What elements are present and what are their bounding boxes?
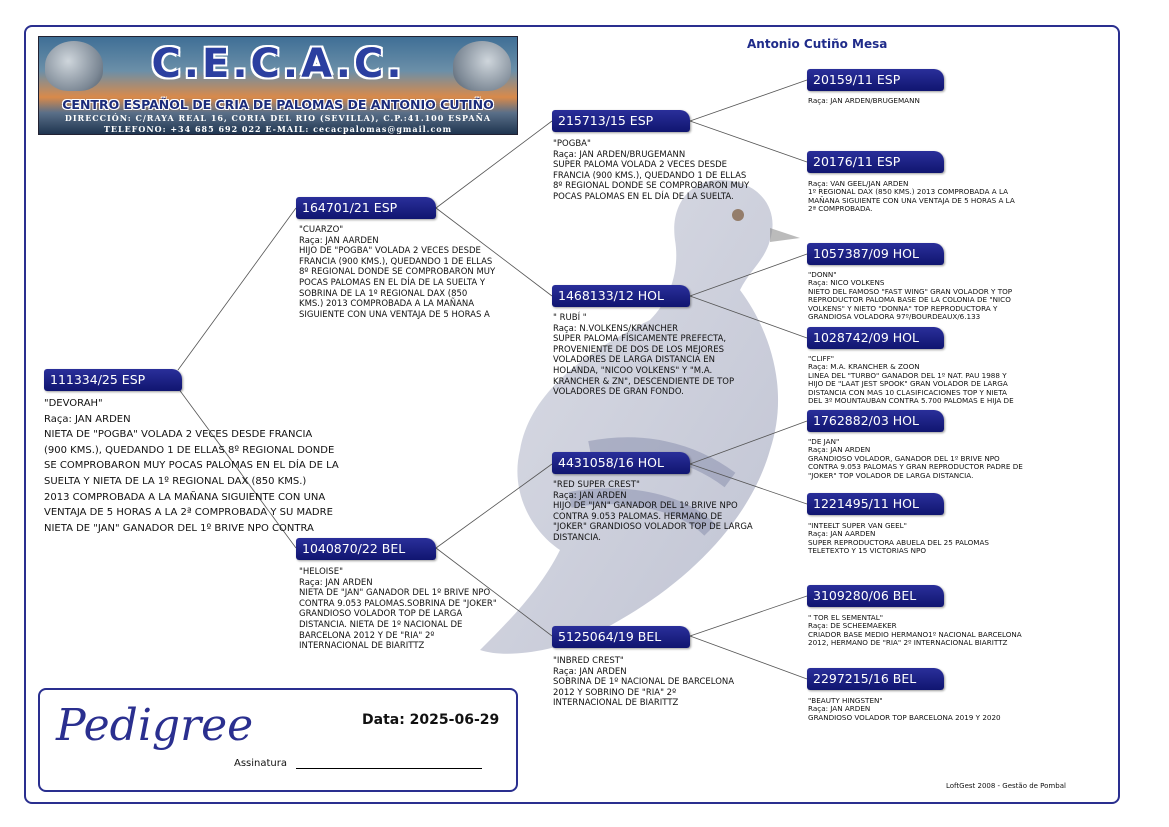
description-line: VENTAJA DE 5 HORAS A LA 2ª COMPROBADA Y SU MADRE: [44, 507, 333, 519]
description-line: Raça: JAN AARDEN: [808, 529, 876, 539]
banner-contact: TELEFONO: +34 685 692 022 E-MAIL: cecacpalomas@gmail.com: [103, 124, 453, 134]
description-line: Raça: JAN ARDEN: [44, 413, 131, 425]
description-line: CONTRA 9.053 PALOMAS.SOBRINA DE "JOKER": [299, 598, 497, 609]
description-line: CRIADOR BASE MEDIO HERMANO1º NACIONAL BARCELONA: [808, 629, 1022, 639]
description-line: DISTANCIA CON MAS 10 CLASIFICACIONES TOP Y NIETA: [808, 387, 1007, 397]
dam-ring[interactable]: 1040870/22 BEL: [296, 538, 436, 560]
description-line: VOLKENS" Y NIETO "DONNA" TOP REPRODUCTORA Y: [808, 303, 998, 313]
description-line: "JOKER" GRANDIOSO VOLADOR TOP DE LARGA: [553, 522, 753, 533]
description-line: 2ª COMPROBADA.: [808, 204, 873, 214]
description-line: SUELTA Y NIETA DE LA 1º REGIONAL DAX (850 KMS.): [44, 475, 307, 487]
description-line: POCAS PALOMAS EN EL DÍA DE LA SUELTA.: [553, 191, 734, 202]
ggp-2-ring[interactable]: 20176/11 ESP: [807, 151, 944, 173]
description-line: Raça: JAN ARDEN/BRUGEMANN: [808, 96, 920, 105]
description-line: MAÑANA SIGUIENTE CON UNA VENTAJA DE 5 HORAS A LA: [808, 195, 1015, 205]
description-line: NIETA DE "JAN" GANADOR DEL 1º BRIVE NPO: [299, 588, 491, 599]
description-line: 1º REGIONAL DAX (850 KMS.) 2013 COMPROBADA A LA: [808, 187, 1009, 197]
description-line: "JOKER" TOP VOLADOR DE LARGA DISTANCIA.: [808, 470, 974, 480]
description-line: "HELOISE": [299, 567, 343, 577]
date-label: Data: 2025-06-29: [362, 712, 500, 728]
description-line: "RED SUPER CREST": [553, 480, 640, 490]
description-line: SE COMPROBARON MUY POCAS PALOMAS EN EL DÍA DE LA: [44, 460, 339, 472]
dam-description: [299, 567, 497, 652]
description-line: Raça: DE SCHEEMAEKER: [808, 621, 897, 631]
subject-description: [44, 396, 339, 536]
dam-sire-ring[interactable]: 4431058/16 HOL: [552, 452, 690, 474]
pedigree-logo: Pedigree: [56, 700, 254, 751]
description-line: Raça: JAN ARDEN: [808, 445, 871, 455]
ggp-4-ring[interactable]: 1028742/09 HOL: [807, 327, 944, 349]
description-line: SIGUIENTE CON UNA VENTAJA DE 5 HORAS A: [299, 309, 490, 320]
dam-dam-description: [553, 656, 734, 709]
ggp-6-ring[interactable]: 1221495/11 HOL: [807, 493, 944, 515]
description-line: NIETO DEL FAMOSO "FAST WING" GRAN VOLADOR Y TOP: [808, 286, 1013, 296]
description-line: SUPER PALOMA FÍSICAMENTE PREFECTA,: [553, 334, 727, 345]
description-line: GRANDIOSO VOLADOR, GANADOR DEL 1º BRIVE NPO: [808, 453, 1000, 463]
description-line: Raça: JAN AARDEN: [299, 235, 379, 246]
description-line: NIETA DE "POGBA" VOLADA 2 VECES DESDE FRANCIA: [44, 429, 313, 441]
description-line: 8º REGIONAL DONDE SE COMPROBARON MUY: [553, 181, 750, 192]
description-line: SUPER REPRODUCTORA ABUELA DEL 25 PALOMAS: [808, 537, 989, 547]
description-line: FRANCIA (900 KMS.), QUEDANDO 1 DE ELLAS: [299, 256, 493, 267]
description-line: HOLANDA, "NICOO VOLKENS" Y "M.A.: [553, 365, 713, 376]
sire-sire-ring[interactable]: 215713/15 ESP: [552, 110, 690, 132]
banner-subtitle: CENTRO ESPAÑOL DE CRIA DE PALOMAS DE ANTONIO CUTIÑO: [62, 97, 494, 112]
ggp-6-description: [808, 522, 989, 556]
description-line: "POGBA": [553, 139, 591, 149]
description-line: Raça: JAN ARDEN: [553, 490, 627, 501]
ggp-5-description: [808, 438, 1023, 480]
signature-label: Assinatura: [234, 758, 288, 769]
ggp-2-description: [808, 180, 1015, 214]
description-line: NIETA DE "JAN" GANADOR DEL 1º BRIVE NPO CONTRA: [44, 522, 314, 534]
owner-name: Antonio Cutiño Mesa: [747, 37, 888, 51]
description-line: POCAS PALOMAS EN EL DÍA DE LA SUELTA Y: [299, 277, 486, 288]
dam-dam-ring[interactable]: 5125064/19 BEL: [552, 626, 690, 648]
banner-address: DIRECCIÓN: C/RAYA REAL 16, CORIA DEL RIO (SEVILLA), C.P.:41.100 ESPAÑA: [64, 113, 492, 123]
description-line: SUPER PALOMA VOLADA 2 VECES DESDE: [553, 160, 728, 171]
description-line: 2012, HERMANO DE "RIA" 2º INTERNACIONAL BIARITTZ: [808, 638, 1008, 648]
sire-ring[interactable]: 164701/21 ESP: [296, 197, 436, 219]
description-line: VOLADORES DE LARGA DISTANCIA EN: [553, 355, 715, 366]
subject-ring[interactable]: 111334/25 ESP: [44, 369, 182, 391]
description-line: "BEAUTY HINGSTEN": [808, 696, 883, 705]
description-line: "INTEELT SUPER VAN GEEL": [808, 521, 907, 530]
description-line: INTERNACIONAL DE BIARITTZ: [553, 698, 679, 709]
description-line: KRANCHER & ZN", DESCENDIENTE DE TOP: [553, 376, 735, 387]
software-credit: LoftGest 2008 - Gestão de Pombal: [946, 782, 1066, 790]
description-line: GRANDIOSO VOLADOR TOP DE LARGA: [299, 609, 463, 620]
ggp-5-ring[interactable]: 1762882/03 HOL: [807, 410, 944, 432]
sire-dam-ring[interactable]: 1468133/12 HOL: [552, 285, 690, 307]
description-line: SOBRINA DE 1º NACIONAL DE BARCELONA: [553, 677, 735, 688]
description-line: PROVENIENTE DE DOS DE LOS MEJORES: [553, 344, 724, 355]
description-line: FRANCIA (900 KMS.), QUEDANDO 1 DE ELLAS: [553, 170, 747, 181]
description-line: BARCELONA 2012 Y DE "RIA" 2º: [299, 630, 435, 641]
ggp-8-description: [808, 697, 1001, 722]
description-line: Raça: JAN ARDEN/BRUGEMANN: [553, 149, 686, 160]
description-line: "DE JAN": [808, 437, 840, 446]
description-line: "CLIFF": [808, 354, 835, 363]
description-line: DISTANCIA.: [553, 532, 601, 543]
description-line: CONTRA 9.053 PALOMAS Y GRAN REPRODUCTOR PADRE DE: [808, 462, 1023, 472]
description-line: Raça: JAN ARDEN: [299, 577, 373, 588]
description-line: 2013 COMPROBADA A LA MAÑANA SIGUIENTE CON UNA: [44, 491, 326, 503]
description-line: Raça: VAN GEEL/JAN ARDEN: [808, 179, 909, 188]
description-line: DEL 3º MOUNTAUBAN CONTRA 5.700 PALOMAS E HIJA DE: [808, 396, 1014, 406]
description-line: Raça: M.A. KRANCHER & ZOON: [808, 362, 920, 372]
description-line: Raça: JAN ARDEN: [808, 704, 871, 714]
ggp-8-ring[interactable]: 2297215/16 BEL: [807, 668, 944, 690]
description-line: KMS.) 2013 COMPROBADA A LA MAÑANA: [299, 299, 475, 310]
description-line: "INBRED CREST": [553, 656, 624, 666]
description-line: TELETEXTO Y 15 VICTORIAS NPO: [808, 546, 926, 556]
description-line: "DONN": [808, 270, 837, 279]
description-line: LINEA DEL "TURBO" GANADOR DEL 1º NAT. PAU 1988 Y: [808, 370, 1007, 380]
sire-sire-description: [553, 139, 749, 203]
description-line: HIJO DE "LAAT JEST SPOOK" GRAN VOLADOR DE LARGA: [808, 379, 1008, 389]
description-line: CONTRA 9.053 PALOMAS. HERMANO DE: [553, 511, 723, 522]
ggp-1-ring[interactable]: 20159/11 ESP: [807, 69, 944, 91]
description-line: (900 KMS.), QUEDANDO 1 DE ELLAS 8º REGIONAL DONDE: [44, 444, 335, 456]
sire-dam-description: [553, 313, 734, 398]
description-line: INTERNACIONAL DE BIARITTZ: [299, 641, 425, 652]
signature-line[interactable]: [296, 768, 482, 769]
ggp-3-description: [808, 271, 1012, 321]
ggp-7-description: [808, 614, 1022, 648]
description-line: REPRODUCTOR PALOMA BASE DE LA COLONIA DE "NICO: [808, 295, 1011, 305]
description-line: "DEVORAH": [44, 398, 103, 409]
ggp-4-description: [808, 355, 1014, 405]
description-line: Raça: NICO VOLKENS: [808, 278, 885, 288]
description-line: Raça: JAN ARDEN: [553, 666, 627, 677]
description-line: HIJO DE "JAN" GANADOR DEL 1º BRIVE NPO: [553, 501, 738, 512]
sire-description: [299, 225, 495, 320]
description-line: 2012 Y SOBRINO DE "RIA" 2º: [553, 687, 677, 698]
description-line: Raça: N.VOLKENS/KRANCHER: [553, 323, 679, 334]
description-line: DISTANCIA. NIETA DE 1º NACIONAL DE: [299, 619, 463, 630]
ggp-3-ring[interactable]: 1057387/09 HOL: [807, 243, 944, 265]
description-line: "CUARZO": [299, 225, 344, 235]
description-line: " TOR EL SEMENTAL": [808, 613, 884, 622]
description-line: 8º REGIONAL DONDE SE COMPROBARON MUY: [299, 267, 496, 278]
description-line: HIJO DE "POGBA" VOLADA 2 VECES DESDE: [299, 246, 481, 257]
ggp-7-ring[interactable]: 3109280/06 BEL: [807, 585, 944, 607]
ggp-1-description: [808, 97, 920, 105]
description-line: VOLADORES DE GRAN FONDO.: [553, 387, 684, 398]
description-line: " RUBÍ ": [553, 313, 587, 323]
banner-title: C.E.C.A.C.: [151, 41, 405, 87]
description-line: GRANDIOSO VOLADOR TOP BARCELONA 2019 Y 2020: [808, 712, 1001, 722]
description-line: GRANDIOSA VOLADORA 97º/BOURDEAUX/6.133: [808, 312, 981, 322]
dam-sire-description: [553, 480, 753, 544]
description-line: SOBRINA DE LA 1º REGIONAL DAX (850: [299, 288, 468, 299]
